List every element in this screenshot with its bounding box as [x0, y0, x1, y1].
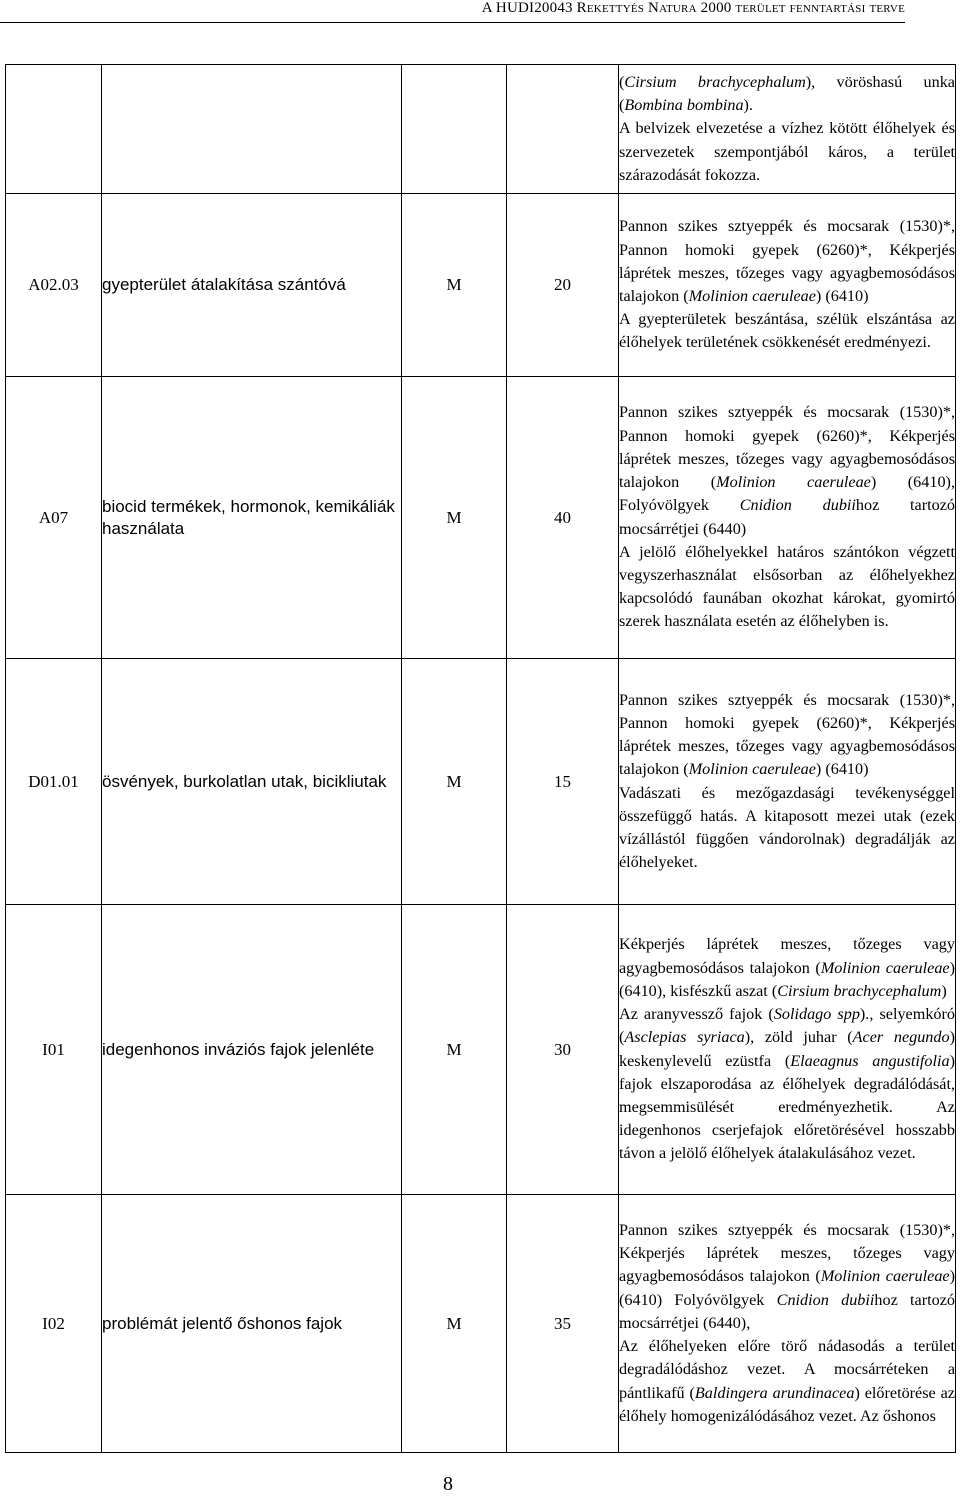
threat-description-cell	[619, 194, 956, 377]
table-row	[6, 905, 956, 1195]
threat-percent: 35	[507, 1195, 619, 1453]
threat-description-cell	[619, 1195, 956, 1453]
threat-description: (Cirsium brachycephalum), vöröshasú unka (Bombina bombina). A belvizek elvezetése a vízhez kötött élőhelyek és szervezetek szempontjából káros, a terület szárazodását fokozza.	[619, 72, 955, 184]
affected-habitats: Pannon szikes sztyeppék és mocsarak (1530)*, Pannon homoki gyepek (6260)*, Kékperjés láprétek meszes, tőzeges vagy agyagbemosódásos talajokon (Molinion caeruleae) (6410), Folyóvölgyek Cnidion dubiihoz tartozó mocsárrétjei (6440)	[619, 403, 955, 538]
threat-rank: M	[402, 377, 507, 659]
affected-habitats: Kékperjés láprétek meszes, tőzeges vagy agyagbemosódásos talajokon (Molinion caeruleae) (6410), kisfészkű aszat (Cirsium brachycephalum)	[619, 935, 955, 1000]
threat-percent: 20	[507, 194, 619, 377]
threat-rank: M	[402, 194, 507, 377]
threat-code: D01.01	[6, 659, 102, 905]
threat-rank: M	[402, 905, 507, 1195]
threat-description: Az élőhelyeken előre törő nádasodás a terület degradálódáshoz vezet. A mocsárréteken a pántlikafű (Baldingera arundinacea) előretörése az élőhely homogenizálódásához vezet. Az őshonos	[619, 1337, 955, 1425]
table-row	[6, 194, 956, 377]
table-row	[6, 377, 956, 659]
threat-rank	[402, 65, 507, 194]
threat-description-cell	[619, 659, 956, 905]
threat-rank: M	[402, 1195, 507, 1453]
table-row	[6, 65, 956, 194]
threat-description: A jelölő élőhelyekkel határos szántókon végzett vegyszerhasználat elsősorban az élőhelyekhez kapcsolódó faunában okozhat károkat, gyomirtó szerek használata esetén az élőhelyben is.	[619, 542, 955, 631]
page-header: A HUDI20043 Rekettyés Natura 2000 terület fenntartási terve	[481, 0, 905, 16]
threat-percent: 30	[507, 905, 619, 1195]
threat-description-cell	[619, 905, 956, 1195]
threat-code: I02	[6, 1195, 102, 1453]
page-number: 8	[443, 1473, 453, 1495]
threat-description: A gyepterületek beszántása, szélük elszántása az élőhelyek területének csökkenését eredményezi.	[619, 310, 955, 352]
threat-code	[6, 65, 102, 194]
threat-description: Vadászati és mezőgazdasági tevékenységgel összefüggő hatás. A kitaposott mezei utak (ezek vízállástól függően vándorolnak) degradálják az élőhelyeket.	[619, 783, 955, 872]
threat-name: gyepterület átalakítása szántóvá	[102, 194, 402, 377]
threat-description: Az aranyvessző fajok (Solidago spp)., selyemkóró (Asclepias syriaca), zöld juhar (Acer negundo) keskenylevelű ezüstfa (Elaeagnus angustifolia) fajok elszaporodása az élőhelyek degradálódását, megsemmisülését eredményezhetik. Az idegenhonos cserjefajok előretörésével hosszabb távon a jelölő élőhelyek átalakulásához vezet.	[619, 1005, 955, 1163]
threat-code: A02.03	[6, 194, 102, 377]
threat-rank: M	[402, 659, 507, 905]
threat-code: I01	[6, 905, 102, 1195]
threats-table	[5, 64, 956, 1453]
affected-habitats: Pannon szikes sztyeppék és mocsarak (1530)*, Kékperjés láprétek meszes, tőzeges vagy agyagbemosódásos talajokon (Molinion caeruleae) (6410) Folyóvölgyek Cnidion dubiihoz tartozó mocsárrétjei (6440),	[619, 1221, 955, 1332]
threat-name: idegenhonos inváziós fajok jelenléte	[102, 905, 402, 1195]
threats-table-body	[6, 65, 956, 1453]
threat-description-cell	[619, 65, 956, 194]
affected-habitats: Pannon szikes sztyeppék és mocsarak (1530)*, Pannon homoki gyepek (6260)*, Kékperjés láprétek meszes, tőzeges vagy agyagbemosódásos talajokon (Molinion caeruleae) (6410)	[619, 217, 955, 305]
threat-name	[102, 65, 402, 194]
threat-name: ösvények, burkolatlan utak, bicikliutak	[102, 659, 402, 905]
table-row	[6, 659, 956, 905]
affected-habitats: Pannon szikes sztyeppék és mocsarak (1530)*, Pannon homoki gyepek (6260)*, Kékperjés láprétek meszes, tőzeges vagy agyagbemosódásos talajokon (Molinion caeruleae) (6410)	[619, 690, 955, 779]
threat-percent: 40	[507, 377, 619, 659]
threat-percent: 15	[507, 659, 619, 905]
threat-percent	[507, 65, 619, 194]
threat-name: biocid termékek, hormonok, kemikáliák használata	[102, 377, 402, 659]
threat-name: problémát jelentő őshonos fajok	[102, 1195, 402, 1453]
table-row	[6, 1195, 956, 1453]
threat-description-cell	[619, 377, 956, 659]
header-divider	[0, 22, 905, 23]
threat-code: A07	[6, 377, 102, 659]
